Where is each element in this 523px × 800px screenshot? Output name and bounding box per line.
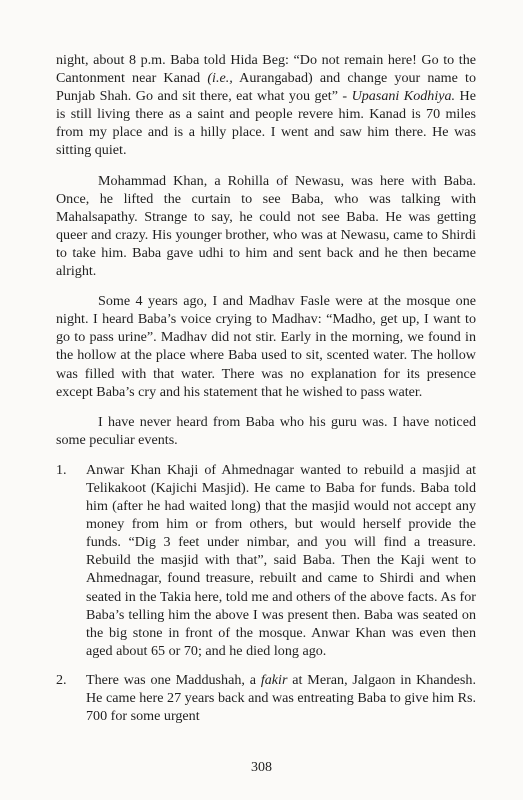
- paragraph-hida-beg: [56, 51, 476, 160]
- list-text: Anwar Khan Khaji of Ahmednagar wanted to rebuild a masjid at Telikakoot (Kajichi Masjid). He came to Baba for funds. Baba told him (after he had waited long) that the masjid would not accept any money from him or from others, but would herself provide the funds. “Dig 3 feet under nimbar, and you will find a treasure. Rebuild the masjid with that”, said Baba. Then the Kaji went to Ahmednagar, found treasure, rebuilt and came to Shirdi and when seated in the Takia here, told me and others of the above facts. As for Baba’s telling him the above I was present then. Baba was seated on the big stone in front of the mosque. Anwar Khan was even then aged about 65 or 70; and he died long ago.: [86, 461, 476, 659]
- list-number: 2.: [56, 671, 67, 688]
- text-segment: There was one Maddushah, a: [86, 671, 261, 688]
- italic-text: Upasani Kodhiya.: [351, 88, 456, 105]
- list-text: [86, 671, 476, 725]
- list-number: 1.: [56, 461, 67, 478]
- text-segment: at Meran, Jalgaon in Khandesh. He came here 27 years back and was entreating Baba to give him Rs. 700 for some urgent: [86, 671, 476, 725]
- paragraph-madhav-fasle: Some 4 years ago, I and Madhav Fasle were at the mosque one night. I heard Baba’s voice crying to Madhav: “Madho, get up, I want to go to pass urine”. Madhav did not stir. Early in the morning, we found in the hollow at the place where Baba used to sit, scented water. The hollow was filled with that water. There was no explanation for its presence except Baba’s cry and his statement that he wished to pass water.: [56, 293, 476, 400]
- events-list: [56, 461, 476, 725]
- page-number: 308: [251, 760, 272, 775]
- page-body: [56, 51, 476, 736]
- text-segment: Aurangabad) and change your name to Punjab Shah. Go and sit there, eat what you get” -: [56, 70, 476, 105]
- paragraph-guru: I have never heard from Baba who his guru was. I have noticed some peculiar events.: [56, 413, 476, 448]
- text-segment: He is still living there as a saint and people revere him. Kanad is 70 miles from my place and is a hilly place. I went and saw him there. He was sitting quiet.: [56, 88, 476, 159]
- italic-text: (i.e.,: [207, 70, 233, 87]
- list-item: [56, 671, 476, 725]
- list-item: [56, 461, 476, 660]
- paragraph-mohammad-khan: Mohammad Khan, a Rohilla of Newasu, was here with Baba. Once, he lifted the curtain to see Baba, who was talking with Mahalsapathy. Strange to say, he could not see Baba. He was getting queer and crazy. His younger brother, who was at Newasu, came to Shirdi to take him. Baba gave udhi to him and sent back and he then became alright.: [56, 172, 476, 280]
- text-segment: night, about 8 p.m. Baba told Hida Beg: “Do not remain here! Go to the Cantonment near Kanad: [56, 52, 476, 87]
- italic-text: fakir: [260, 671, 288, 688]
